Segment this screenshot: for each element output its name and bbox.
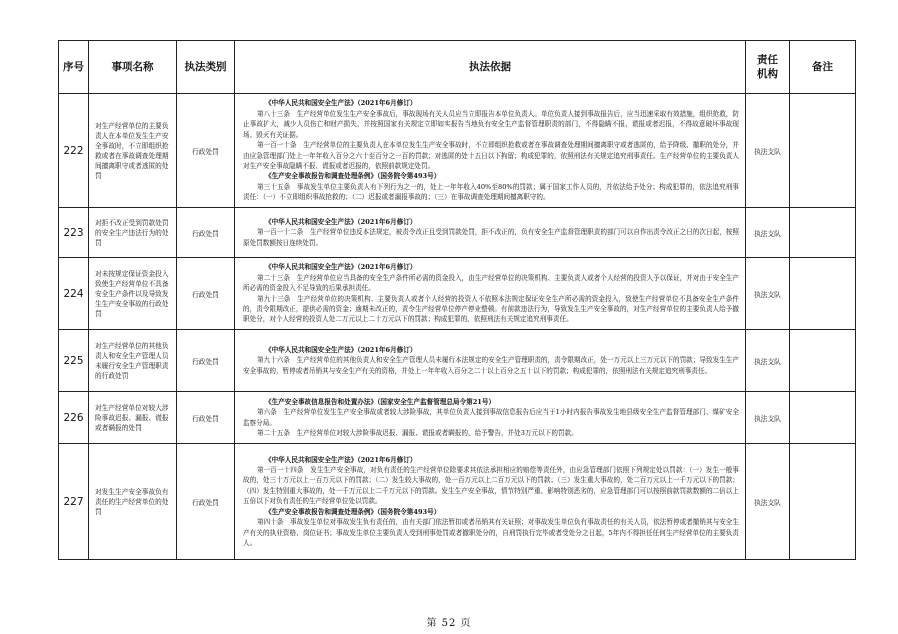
header-org: 责任 机构 (746, 41, 790, 94)
row-number: 223 (59, 208, 89, 258)
responsible-org: 执法支队 (746, 392, 790, 444)
table-row (59, 444, 856, 560)
item-name: 对生产经营单位的主要负责人在本单位发生生产安全事故时，不立即组织抢救或者在事故调查处理期间擅离职守或者逃匿的处罚 (89, 94, 177, 208)
enforcement-category: 行政处罚 (177, 330, 235, 392)
legal-basis (235, 392, 746, 444)
page-number: 第 52 页 (426, 618, 472, 629)
item-name: 对发生生产安全事故负有责任的生产经营单位的处罚 (89, 444, 177, 560)
law-title: 《生产安全事故报告和调查处理条例》（国务院令第493号） (265, 172, 441, 181)
table-row (59, 330, 856, 392)
note (790, 444, 856, 560)
law-title: 《中华人民共和国安全生产法》（2021年6月修订） (265, 345, 417, 354)
item-name: 对生产经营单位对较大涉险事故迟报、漏报、谎报或者瞒报的处罚 (89, 392, 177, 444)
law-title: 《生产安全事故报告和调查处理条例》（国务院令第493号） (265, 507, 441, 516)
legal-basis (235, 208, 746, 258)
header-row (59, 41, 856, 94)
enforcement-category: 行政处罚 (177, 258, 235, 330)
item-name: 对拒不改正受到罚款处罚的安全生产违法行为的处罚 (89, 208, 177, 258)
law-article: 第二十三条 生产经营单位应当具备的安全生产条件所必需的资金投入，由生产经营单位的决策机构、主要负责人或者个人经营的投资人予以保证，并对由于安全生产所必需的资金投入不足导致的后果承担责任。 (243, 273, 739, 293)
legal-basis (235, 258, 746, 330)
note (790, 392, 856, 444)
table-row (59, 208, 856, 258)
note (790, 330, 856, 392)
legal-basis (235, 444, 746, 560)
law-title: 《中华人民共和国安全生产法》（2021年6月修订） (265, 99, 417, 108)
enforcement-category: 行政处罚 (177, 208, 235, 258)
header-category: 执法类别 (177, 41, 235, 94)
responsible-org: 执法支队 (746, 444, 790, 560)
law-article: 第一百一十四条 发生生产安全事故，对负有责任的生产经营单位除要求其依法承担相应的赔偿等责任外，由应急管理部门依照下列规定处以罚款：（一）发生一般事故的，处三十万元以上一百万元以下的罚款；（二）发生较大事故的，处一百万元以上二百万元以下的罚款；（三）发生重大事故的，处二百万元以上一千万元以下的罚款；（四）发生特别重大事故的，处一千万元以上二千万元以下的罚款。发生生产安全事故，情节特别严重、影响特别恶劣的，应急管理部门可以按照前款罚款数额的二倍以上五倍以下对负有责任的生产经营单位处以罚款。 (243, 466, 739, 506)
law-title: 《中华人民共和国安全生产法》（2021年6月修订） (265, 217, 417, 226)
law-article: 第二十五条 生产经营单位对较大涉险事故迟报、漏报、谎报或者瞒报的，给予警告，并处3万元以下的罚款。 (257, 428, 578, 437)
table-row (59, 392, 856, 444)
law-article: 第四十条 事故发生单位对事故发生负有责任的，由有关部门依法暂扣或者吊销其有关证照；对事故发生单位负有事故责任的有关人员，依法暂停或者撤销其与安全生产有关的执业资格、岗位证书；事故发生单位主要负责人受到刑事处罚或者撤职处分的，自刑罚执行完毕或者受处分之日起，5年内不得担任任何生产经营单位的主要负责人。 (243, 518, 739, 547)
item-name: 对未按规定保证资金投入致使生产经营单位不具备安全生产条件以及导致发生生产安全事故的行政处罚 (89, 258, 177, 330)
enforcement-table (58, 40, 856, 560)
law-article: 第六条 生产经营单位发生生产安全事故或者较大涉险事故，其单位负责人接到事故信息报告后应当于1小时内报告事故发生地县级安全生产监督管理部门、煤矿安全监察分局。 (243, 408, 739, 427)
law-article: 第一百一十二条 生产经营单位违反本法规定，被责令改正且受到罚款处罚，拒不改正的，负有安全生产监督管理职责的部门可以自作出责令改正之日的次日起，按照原处罚数额按日连续处罚。 (243, 228, 739, 247)
responsible-org: 执法支队 (746, 330, 790, 392)
law-article: 第八十三条 生产经营单位发生生产安全事故后，事故现场有关人员应当立即报告本单位负责人。单位负责人接到事故报告后，应当迅速采取有效措施，组织抢救，防止事故扩大，减少人员伤亡和财产损失，并按照国家有关规定立即如实报告当地负有安全生产监督管理职责的部门，不得隐瞒不报、谎报或者迟报，不得故意破坏事故现场、毁灭有关证据。 (243, 109, 739, 139)
table-row (59, 94, 856, 208)
row-number: 224 (59, 258, 89, 330)
item-name: 对生产经营单位的其他负责人和安全生产管理人员未履行安全生产管理职责的行政处罚 (89, 330, 177, 392)
header-no: 序号 (59, 41, 89, 94)
responsible-org: 执法支队 (746, 208, 790, 258)
row-number: 225 (59, 330, 89, 392)
row-number: 222 (59, 94, 89, 208)
law-article: 第九十六条 生产经营单位的其他负责人和安全生产管理人员未履行本法规定的安全生产管理职责的，责令限期改正，处一万元以上三万元以下的罚款；导致发生生产安全事故的，暂停或者吊销其与安全生产有关的资格，并处上一年年收入百分之二十以上百分之五十以下的罚款；构成犯罪的，依照刑法有关规定追究刑事责任。 (243, 356, 739, 375)
law-title: 《中华人民共和国安全生产法》（2021年6月修订） (265, 455, 417, 464)
law-article: 第九十三条 生产经营单位的决策机构、主要负责人或者个人经营的投资人不依照本法规定保证安全生产所必需的资金投入，致使生产经营单位不具备安全生产条件的，责令限期改正，提供必需的资金；逾期未改正的，责令生产经营单位停产停业整顿。有前款违法行为，导致发生生产安全事故的，对生产经营单位的主要负责人给予撤职处分，对个人经营的投资人处二万元以上二十万元以下的罚款；构成犯罪的，依照刑法有关规定追究刑事责任。 (243, 294, 739, 324)
law-title: 《中华人民共和国安全生产法》（2021年6月修订） (265, 263, 417, 272)
note (790, 258, 856, 330)
row-number: 227 (59, 444, 89, 560)
responsible-org: 执法支队 (746, 258, 790, 330)
header-name: 事项名称 (89, 41, 177, 94)
note (790, 208, 856, 258)
note (790, 94, 856, 208)
law-article: 第一百一十条 生产经营单位的主要负责人在本单位发生生产安全事故时，不立即组织抢救或者在事故调查处理期间擅离职守或者逃匿的，给予降级、撤职的处分，并由应急管理部门处上一年年收入百分之六十至百分之一百的罚款；对逃匿的处十五日以下拘留；构成犯罪的，依照刑法有关规定追究刑事责任。生产经营单位的主要负责人对生产安全事故隐瞒不报、谎报或者迟报的，依照前款规定处罚。 (243, 141, 739, 170)
responsible-org: 执法支队 (746, 94, 790, 208)
law-title: 《生产安全事故信息报告和处置办法》（国家安全生产监督管理总局令第21号） (265, 397, 496, 406)
enforcement-category: 行政处罚 (177, 94, 235, 208)
enforcement-category: 行政处罚 (177, 444, 235, 560)
header-note: 备注 (790, 41, 856, 94)
law-article: 第三十五条 事故发生单位主要负责人有下列行为之一的，处上一年年收入40%至80%的罚款；属于国家工作人员的，并依法给予处分；构成犯罪的，依法追究刑事责任：（一）不立即组织事故抢救的；（二）迟报或者漏报事故的；（三）在事故调查处理期间擅离职守的。 (243, 182, 739, 202)
legal-basis (235, 330, 746, 392)
header-basis: 执法依据 (235, 41, 746, 94)
legal-basis (235, 94, 746, 208)
enforcement-category: 行政处罚 (177, 392, 235, 444)
row-number: 226 (59, 392, 89, 444)
table-row (59, 258, 856, 330)
